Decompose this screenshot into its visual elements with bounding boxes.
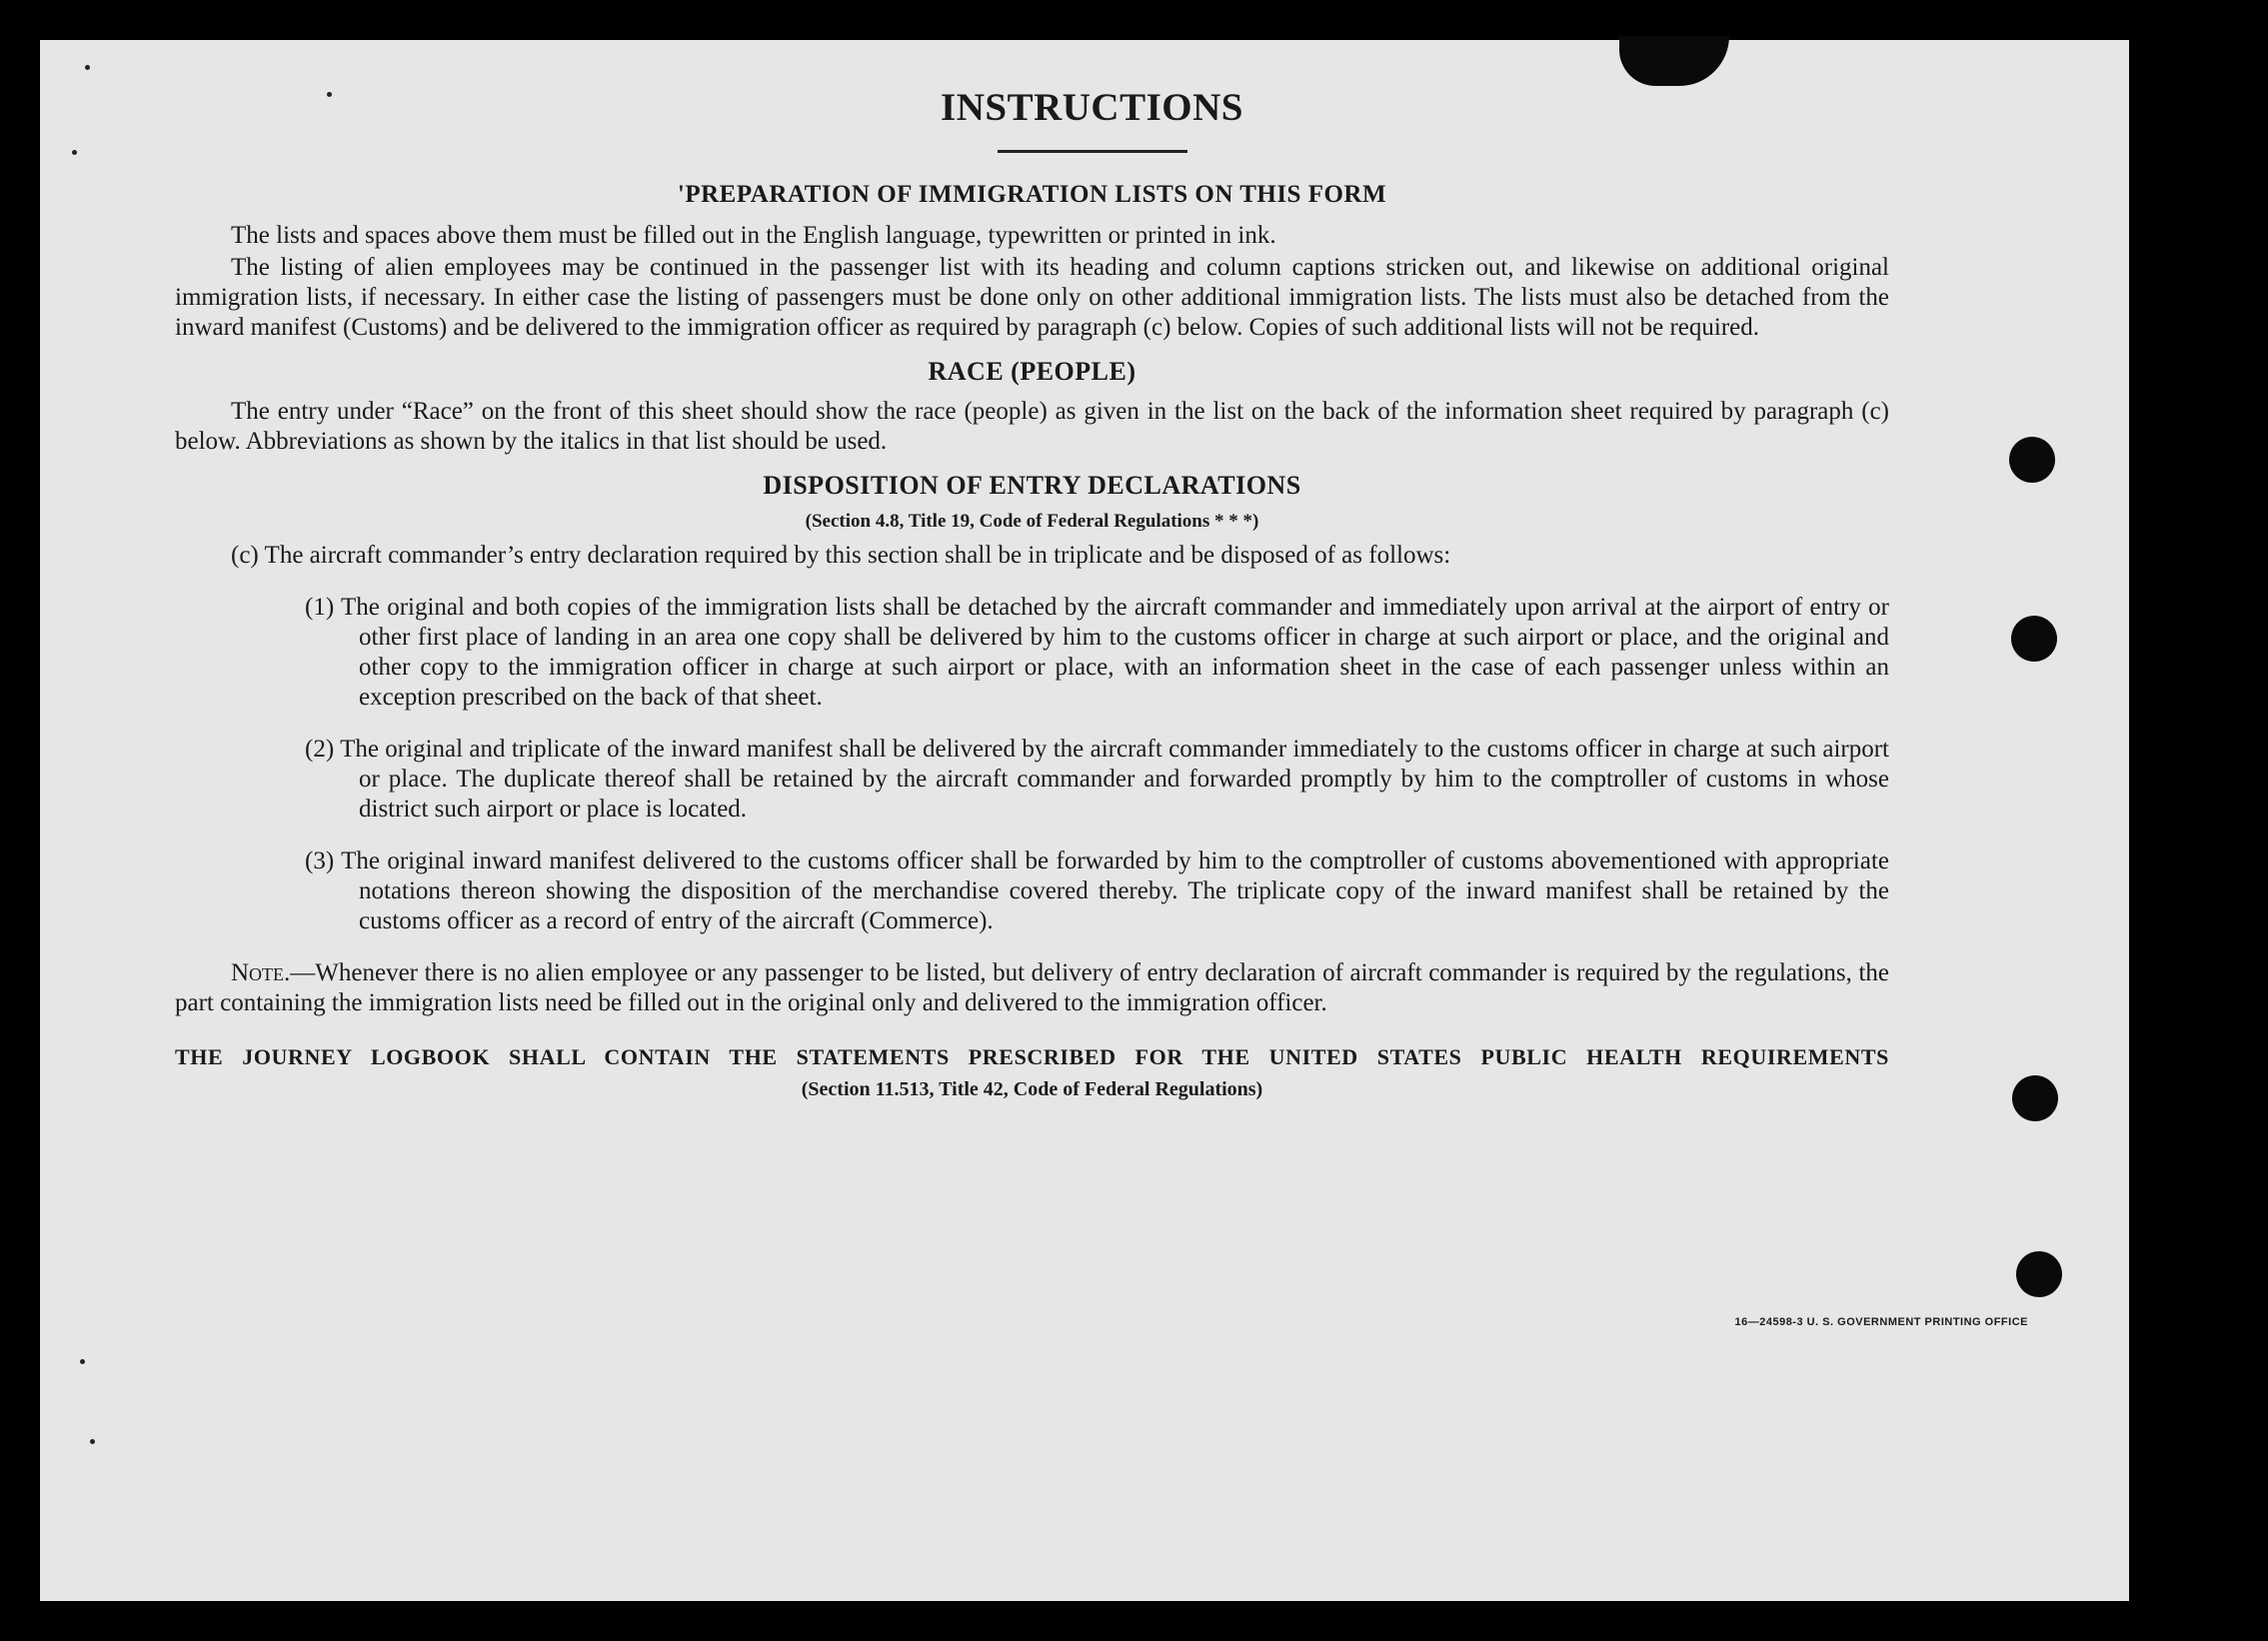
logbook-statement: THE JOURNEY LOGBOOK SHALL CONTAIN THE STATEMENTS PRESCRIBED FOR THE UNITED STATES PUBLIC HEALTH REQUIREMENTS <box>175 1044 1889 1069</box>
disposition-item-1: (1) The original and both copies of the immigration lists shall be detached by the aircraft commander and immediately upon arrival at the airport of entry or other first place of landing in an area one copy shall be delivered by him to the customs officer in charge at such airport or place, and the original and other copy to the immigration officer in charge at such airport or place, with an information sheet in the case of each passenger unless within an exception prescribed on the back of that sheet. <box>305 594 1889 711</box>
race-heading: RACE (PEOPLE) <box>928 357 1136 386</box>
title-rule <box>998 150 1187 153</box>
printing-office-code: 16—24598-3 U. S. GOVERNMENT PRINTING OFFICE <box>1734 1316 2028 1328</box>
punch-hole-2 <box>2011 616 2057 662</box>
punch-hole-3 <box>2012 1075 2058 1121</box>
paragraph-c: (c) The aircraft commander’s entry declaration required by this section shall be in triplicate and be disposed of as follows: <box>231 542 1451 569</box>
preparation-para-1: The lists and spaces above them must be filled out in the English language, typewritten or printed in ink. <box>231 222 1276 249</box>
page-title: INSTRUCTIONS <box>941 86 1243 129</box>
disposition-citation: (Section 4.8, Title 19, Code of Federal Regulations * * *) <box>805 511 1259 532</box>
note-paragraph <box>175 958 1889 1018</box>
instructions-content <box>175 85 1889 1104</box>
logbook-citation: (Section 11.513, Title 42, Code of Federal Regulations) <box>801 1078 1263 1100</box>
race-para: The entry under “Race” on the front of this sheet should show the race (people) as given in the list on the back of the information sheet required by paragraph (c) below. Abbreviations as shown by the italics in that list should be used. <box>175 398 1889 455</box>
speck <box>72 150 77 155</box>
speck <box>80 1359 85 1364</box>
note-text: —Whenever there is no alien employee or any passenger to be listed, but delivery of entry declaration of aircraft commander is required by the regulations, the part containing the immigration lists need be filled out in the original only and delivered to the immigration officer. <box>175 959 1889 1016</box>
disposition-heading: DISPOSITION OF ENTRY DECLARATIONS <box>763 471 1301 500</box>
speck <box>85 65 90 70</box>
preparation-heading: 'PREPARATION OF IMMIGRATION LISTS ON THIS FORM <box>677 181 1387 208</box>
disposition-item-3: (3) The original inward manifest delivered to the customs officer shall be forwarded by him to the comptroller of customs abovementioned with appropriate notations thereon showing the disposition of the merchandise covered thereby. The triplicate copy of the inward manifest shall be retained by the customs officer as a record of entry of the aircraft (Commerce). <box>305 847 1889 934</box>
disposition-item-2: (2) The original and triplicate of the inward manifest shall be delivered by the aircraft commander immediately to the customs officer in charge at such airport or place. The duplicate thereof shall be retained by the aircraft commander and forwarded promptly by him to the comptroller of customs in whose district such airport or place is located. <box>305 736 1889 822</box>
preparation-para-2: The listing of alien employees may be continued in the passenger list with its heading and column captions stricken out, and likewise on additional original immigration lists, if necessary. In either case the listing of passengers must be done only on other additional immigration lists. The lists must also be detached from the inward manifest (Customs) and be delivered to the immigration officer as required by paragraph (c) below. Copies of such additional lists will not be required. <box>175 254 1889 341</box>
punch-hole-4 <box>2016 1251 2062 1297</box>
punch-hole-1 <box>2009 437 2055 483</box>
speck <box>90 1439 95 1444</box>
note-lead: Note. <box>231 959 291 986</box>
